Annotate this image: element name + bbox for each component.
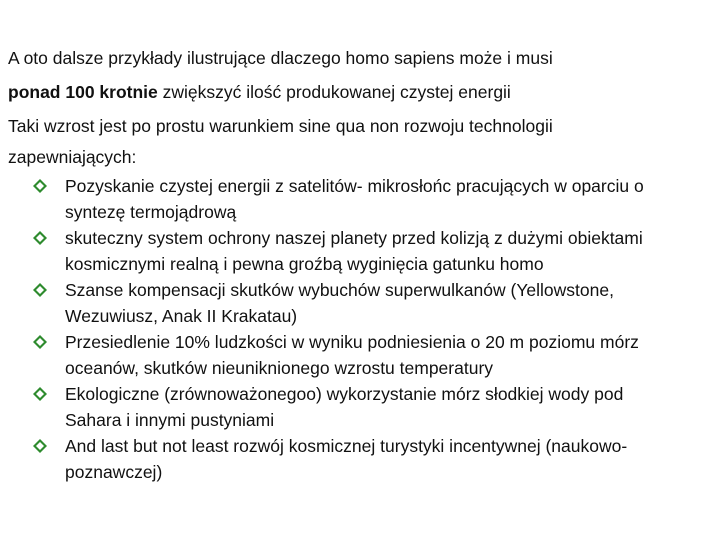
paragraph-line-2-rest: zwiększyć ilość produkowanej czystej energii (157, 82, 511, 102)
paragraph-line-4: zapewniających: (8, 147, 137, 167)
bullet-line-2: oceanów, skutków nieuniknionego wzrostu temperatury (65, 358, 494, 378)
bullet-line-2: Wezuwiusz, Anak II Krakatau) (65, 306, 298, 326)
bullet-line-2: syntezę termojądrową (65, 202, 237, 222)
bullet-line-1: And last but not least rozwój kosmicznej turystyki incentywnej (naukowo- (65, 436, 628, 456)
bullet-text (65, 173, 644, 225)
bullet-line-2: kosmicznymi realną i pewna groźbą wyginięcia gatunku homo (65, 254, 544, 274)
paragraph-line-1: A oto dalsze przykłady ilustrujące dlaczego homo sapiens może i musi (8, 48, 553, 68)
bullet-text (65, 277, 614, 329)
bullet-line-1: Szanse kompensacji skutków wybuchów superwulkanów (Yellowstone, (65, 280, 614, 300)
bullet-item (0, 433, 720, 485)
bullet-line-1: Ekologiczne (zrównoważonegoo) wykorzystanie mórz słodkiej wody pod (65, 384, 624, 404)
bullet-item (0, 329, 720, 381)
bullet-list (0, 173, 720, 485)
bullet-line-1: skuteczny system ochrony naszej planety przed kolizją z dużymi obiektami (65, 228, 643, 248)
bullet-line-2: poznawczej) (65, 462, 163, 482)
bullet-text (65, 329, 639, 381)
diamond-bullet-icon (32, 386, 48, 402)
bullet-item (0, 381, 720, 433)
bullet-line-1: Przesiedlenie 10% ludzkości w wyniku podniesienia o 20 m poziomu mórz (65, 332, 639, 352)
diamond-bullet-icon (32, 230, 48, 246)
diamond-bullet-icon (32, 178, 48, 194)
bullet-text (65, 225, 643, 277)
bullet-line-2: Sahara i innymi pustyniami (65, 410, 275, 430)
diamond-bullet-icon (32, 282, 48, 298)
diamond-bullet-icon (32, 334, 48, 350)
paragraph-line-2 (8, 80, 511, 104)
diamond-bullet-icon (32, 438, 48, 454)
bullet-line-1: Pozyskanie czystej energii z satelitów- mikrosłońc pracujących w oparciu o (65, 176, 644, 196)
bullet-text (65, 433, 627, 485)
bullet-text (65, 381, 623, 433)
paragraph-line-3: Taki wzrost jest po prostu warunkiem sine qua non rozwoju technologii (8, 116, 553, 136)
bullet-item (0, 225, 720, 277)
emphasis-text: ponad 100 krotnie (8, 82, 158, 102)
bullet-item (0, 277, 720, 329)
bullet-item (0, 173, 720, 225)
